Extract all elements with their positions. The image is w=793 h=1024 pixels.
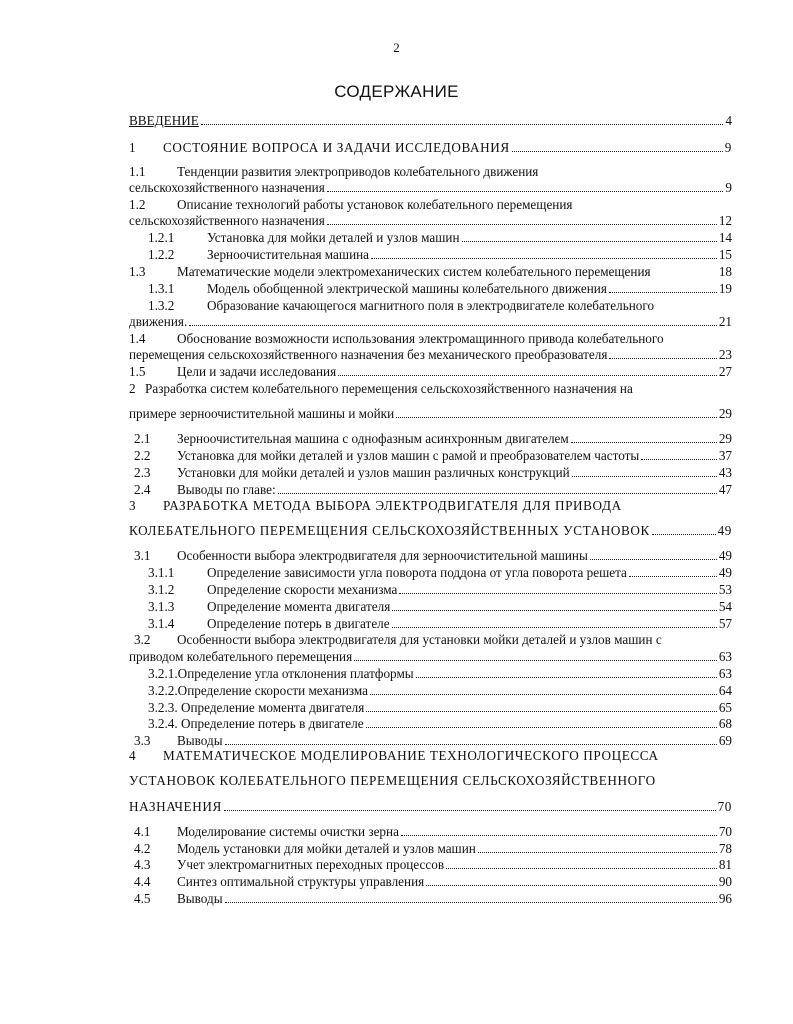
toc-entry-page: 65	[718, 700, 732, 715]
toc-entry-number: 3.1.3	[148, 599, 175, 614]
toc-entry-title-cont: движения.	[129, 314, 188, 329]
toc-entry-title: Установка для мойки деталей и узлов машин	[207, 230, 460, 245]
toc-entry-page: 70	[718, 824, 732, 839]
toc-entry-number: 3.1.2	[148, 582, 175, 597]
toc-entry-intro[interactable]	[129, 113, 732, 129]
leader-dots	[396, 416, 717, 418]
leader-dots	[572, 475, 717, 477]
leader-dots	[371, 257, 717, 259]
leader-dots	[354, 659, 717, 661]
toc-entry-3-1-4[interactable]	[148, 616, 732, 632]
toc-entry-title: Установка для мойки деталей и узлов машин с рамой и преобразователем частоты	[177, 448, 640, 463]
toc-entry-page: 81	[718, 857, 732, 872]
toc-entry-number: 1.3	[129, 264, 146, 279]
toc-entry-2[interactable]	[129, 381, 732, 397]
toc-entry-2-3[interactable]	[134, 465, 732, 481]
toc-entry-3-2-4[interactable]	[148, 716, 732, 732]
toc-entry-number: 4.3	[134, 857, 151, 872]
toc-entry-title: ВВЕДЕНИЕ	[129, 113, 199, 128]
toc-entry-4-4[interactable]	[134, 874, 732, 890]
toc-entry-1-3-2[interactable]	[148, 298, 732, 314]
toc-entry-4-cont[interactable]	[129, 773, 732, 789]
toc-entry-4-1[interactable]	[134, 824, 732, 840]
toc-entry-number: 1	[129, 140, 137, 155]
toc-entry-page: 63	[718, 666, 732, 681]
toc-entry-number: 3.3	[134, 733, 151, 748]
toc-entry-page: 68	[718, 716, 732, 731]
toc-entry-page: 54	[718, 599, 732, 614]
leader-dots	[366, 726, 717, 728]
toc-entry-2-4[interactable]	[134, 482, 732, 498]
toc-entry-number: 1.3.2	[148, 298, 175, 313]
toc-entry-number: 2	[129, 381, 136, 396]
toc-entry-title: Определение потерь в двигателе	[207, 616, 390, 631]
leader-dots	[201, 123, 724, 125]
toc-entry-title-cont: приводом колебательного перемещения	[129, 649, 353, 664]
toc-entry-3-3[interactable]	[134, 733, 732, 749]
leader-dots	[189, 324, 717, 326]
toc-entry-1-3[interactable]	[129, 264, 732, 280]
toc-entry-title: Зерноочистительная машина с однофазным асинхронным двигателем	[177, 431, 569, 446]
leader-dots	[338, 374, 717, 376]
toc-entry-title-cont2: НАЗНАЧЕНИЯ	[129, 799, 222, 814]
leader-dots	[399, 592, 716, 594]
toc-entry-3-1-1[interactable]	[148, 565, 732, 581]
toc-entry-page: 29	[718, 431, 732, 446]
toc-entry-1-5[interactable]	[129, 364, 732, 380]
toc-entry-page: 49	[717, 523, 732, 538]
leader-dots	[478, 851, 717, 853]
toc-entry-page: 49	[718, 548, 732, 563]
toc-entry-1-2-1[interactable]	[148, 230, 732, 246]
toc-entry-page: 29	[718, 406, 732, 421]
toc-entry-title: Образование качающегося магнитного поля в электродвигателе колебательного	[207, 298, 655, 313]
toc-entry-title: Особенности выбора электродвигателя для зерноочистительной машины	[177, 548, 588, 563]
toc-entry-1-2[interactable]	[129, 197, 732, 213]
toc-entry-title: Определение скорости механизма	[207, 582, 398, 597]
leader-dots	[401, 834, 717, 836]
toc-entry-page: 19	[718, 281, 732, 296]
toc-entry-title: Выводы	[177, 891, 223, 906]
leader-dots	[224, 809, 716, 811]
toc-entry-number: 1.5	[129, 364, 146, 379]
toc-entry-title: Определение зависимости угла поворота поддона от угла поворота решета	[207, 565, 627, 580]
toc-entry-number: 4.5	[134, 891, 151, 906]
toc-entry-4-cont2[interactable]	[129, 799, 732, 815]
leader-dots	[571, 441, 717, 443]
toc-entry-number: 3.2	[134, 632, 151, 647]
toc-entry-number: 2.4	[134, 482, 151, 497]
toc-entry-title: Зерноочистительная машина	[207, 247, 370, 262]
toc-entry-4-5[interactable]	[134, 891, 732, 907]
toc-entry-title: 3.2.1.Определение угла отклонения платформы	[148, 666, 414, 681]
leader-dots	[641, 458, 717, 460]
toc-entry-title-cont: сельскохозяйственного назначения	[129, 213, 325, 228]
toc-entry-title: Описание технологий работы установок колебательного перемещения	[177, 197, 573, 212]
toc-entry-number: 4.1	[134, 824, 151, 839]
leader-dots	[652, 533, 716, 535]
toc-entry-title: 3.2.2.Определение скорости механизма	[148, 683, 369, 698]
leader-dots	[370, 693, 717, 695]
toc-entry-3-2-2[interactable]	[148, 683, 732, 699]
toc-entry-page: 27	[718, 364, 732, 379]
toc-entry-4[interactable]	[129, 748, 732, 764]
toc-entry-title: Разработка систем колебательного перемещения сельскохозяйственного назначения на	[145, 381, 633, 396]
toc-entry-title: Модель установки для мойки деталей и узлов машин	[177, 841, 476, 856]
page-number: 2	[393, 40, 400, 55]
toc-entry-number: 1.4	[129, 331, 146, 346]
toc-entry-number: 3.1	[134, 548, 151, 563]
toc-entry-page: 21	[718, 314, 732, 329]
toc-entry-page: 9	[725, 180, 732, 195]
toc-entry-number: 2.1	[134, 431, 151, 446]
toc-entry-3-2-1[interactable]	[148, 666, 732, 682]
toc-entry-title: 3.2.4. Определение потерь в двигателе	[148, 716, 364, 731]
toc-entry-1-4[interactable]	[129, 331, 732, 347]
leader-dots	[446, 867, 717, 869]
leader-dots	[590, 558, 717, 560]
toc-entry-page: 78	[718, 841, 732, 856]
toc-entry-title: Модель обобщенной электрической машины колебательного движения	[207, 281, 607, 296]
toc-entry-number: 1.2.1	[148, 230, 175, 245]
toc-entry-3-2-cont[interactable]	[129, 649, 732, 665]
toc-entry-page: 53	[718, 582, 732, 597]
toc-entry-page: 47	[718, 482, 732, 497]
toc-entry-page: 70	[717, 799, 732, 814]
toc-entry-title-cont: УСТАНОВОК КОЛЕБАТЕЛЬНОГО ПЕРЕМЕЩЕНИЯ СЕЛЬСКОХОЗЯЙСТВЕННОГО	[129, 773, 656, 788]
toc-entry-3-1[interactable]	[134, 548, 732, 564]
leader-dots	[416, 676, 717, 678]
leader-dots	[609, 291, 717, 293]
leader-dots	[629, 575, 717, 577]
toc-entry-page: 4	[725, 113, 732, 128]
toc-entry-title: Выводы	[177, 733, 223, 748]
toc-entry-title: Определение момента двигателя	[207, 599, 391, 614]
toc-entry-3-2[interactable]	[134, 632, 732, 648]
toc-entry-title: РАЗРАБОТКА МЕТОДА ВЫБОРА ЭЛЕКТРОДВИГАТЕЛЯ ДЛЯ ПРИВОДА	[163, 498, 622, 513]
toc-entry-title: МАТЕМАТИЧЕСКОЕ МОДЕЛИРОВАНИЕ ТЕХНОЛОГИЧЕСКОГО ПРОЦЕССА	[163, 748, 659, 763]
leader-dots	[462, 240, 717, 242]
toc-entry-1-3-2-cont[interactable]	[129, 314, 732, 330]
toc-heading: СОДЕРЖАНИЕ	[334, 82, 459, 101]
toc-entry-3-2-3[interactable]	[148, 700, 732, 716]
toc-entry-title: Особенности выбора электродвигателя для установки мойки деталей и узлов машин с	[177, 632, 662, 647]
leader-dots	[392, 609, 717, 611]
leader-dots	[278, 492, 717, 494]
toc-entry-1[interactable]	[129, 140, 732, 156]
toc-entry-number: 4.2	[134, 841, 151, 856]
toc-entry-title-cont: КОЛЕБАТЕЛЬНОГО ПЕРЕМЕЩЕНИЯ СЕЛЬСКОХОЗЯЙСТВЕННЫХ УСТАНОВОК	[129, 523, 650, 538]
leader-dots	[512, 150, 723, 152]
toc-entry-number: 1.2	[129, 197, 146, 212]
toc-entry-title: Тенденции развития электроприводов колебательного движения	[177, 164, 539, 179]
toc-entry-number: 3.1.4	[148, 616, 175, 631]
toc-entry-1-1-cont[interactable]	[129, 180, 732, 196]
toc-entry-page: 37	[718, 448, 732, 463]
toc-entry-page: 43	[718, 465, 732, 480]
toc-entry-number: 3.1.1	[148, 565, 175, 580]
toc-entry-title: 3.2.3. Определение момента двигателя	[148, 700, 365, 715]
toc-entry-2-cont[interactable]	[129, 406, 732, 422]
toc-entry-1-3-1[interactable]	[148, 281, 732, 297]
toc-entry-1-4-cont[interactable]	[129, 347, 732, 363]
toc-entry-page: 96	[718, 891, 732, 906]
toc-entry-number: 1.1	[129, 164, 146, 179]
toc-entry-title: Выводы по главе:	[177, 482, 276, 497]
toc-entry-page: 57	[718, 616, 732, 631]
toc-entry-1-1[interactable]	[129, 164, 732, 180]
leader-dots	[327, 223, 717, 225]
toc-entry-title: Установки для мойки деталей и узлов машин различных конструкций	[177, 465, 570, 480]
toc-entry-number: 3	[129, 498, 137, 513]
toc-entry-3[interactable]	[129, 498, 732, 514]
toc-entry-title: Цели и задачи исследования	[177, 364, 337, 379]
leader-dots	[609, 357, 716, 359]
toc-entry-title-cont: сельскохозяйственного назначения	[129, 180, 325, 195]
toc-entry-title: Учет электромагнитных переходных процессов	[177, 857, 445, 872]
toc-entry-title: Синтез оптимальной структуры управления	[177, 874, 425, 889]
toc-entry-page: 69	[718, 733, 732, 748]
toc-entry-page: 18	[718, 264, 732, 279]
toc-entry-2-2[interactable]	[134, 448, 732, 464]
toc-entry-title-cont: примере зерноочистительной машины и мойки	[129, 406, 395, 421]
toc-entry-title: Математические модели электромеханических систем колебательного перемещения	[177, 264, 651, 279]
toc-entry-page: 23	[718, 347, 732, 362]
toc-entry-page: 64	[718, 683, 732, 698]
toc-entry-page: 90	[718, 874, 732, 889]
toc-entry-3-1-2[interactable]	[148, 582, 732, 598]
toc-entry-number: 2.3	[134, 465, 151, 480]
leader-dots	[653, 275, 717, 276]
toc-entry-2-1[interactable]	[134, 431, 732, 447]
toc-entry-title: СОСТОЯНИЕ ВОПРОСА И ЗАДАЧИ ИССЛЕДОВАНИЯ	[163, 140, 510, 155]
toc-entry-title-cont: перемещения сельскохозяйственного назначения без механического преобразователя	[129, 347, 608, 362]
toc-entry-title: Обоснование возможности использования электромащинного привода колебательного	[177, 331, 664, 346]
leader-dots	[426, 884, 717, 886]
toc-entry-number: 4	[129, 748, 137, 763]
leader-dots	[225, 743, 717, 745]
toc-entry-4-2[interactable]	[134, 841, 732, 857]
toc-entry-3-1-3[interactable]	[148, 599, 732, 615]
toc-entry-page: 9	[724, 140, 732, 155]
toc-entry-title: Моделирование системы очистки зерна	[177, 824, 399, 839]
toc-entry-page: 49	[718, 565, 732, 580]
toc-entry-number: 2.2	[134, 448, 151, 463]
leader-dots	[225, 901, 717, 903]
toc-entry-page: 63	[718, 649, 732, 664]
toc-entry-number: 4.4	[134, 874, 151, 889]
toc-entry-1-2-2[interactable]	[148, 247, 732, 263]
toc-entry-page: 14	[718, 230, 732, 245]
toc-entry-3-cont[interactable]	[129, 523, 732, 539]
leader-dots	[327, 190, 724, 192]
toc-entry-number: 1.3.1	[148, 281, 175, 296]
toc-entry-4-3[interactable]	[134, 857, 732, 873]
toc-entry-page: 12	[718, 213, 732, 228]
leader-dots	[366, 710, 717, 712]
toc-entry-number: 1.2.2	[148, 247, 175, 262]
toc-entry-page: 15	[718, 247, 732, 262]
toc-entry-1-2-cont[interactable]	[129, 213, 732, 229]
leader-dots	[392, 626, 717, 628]
